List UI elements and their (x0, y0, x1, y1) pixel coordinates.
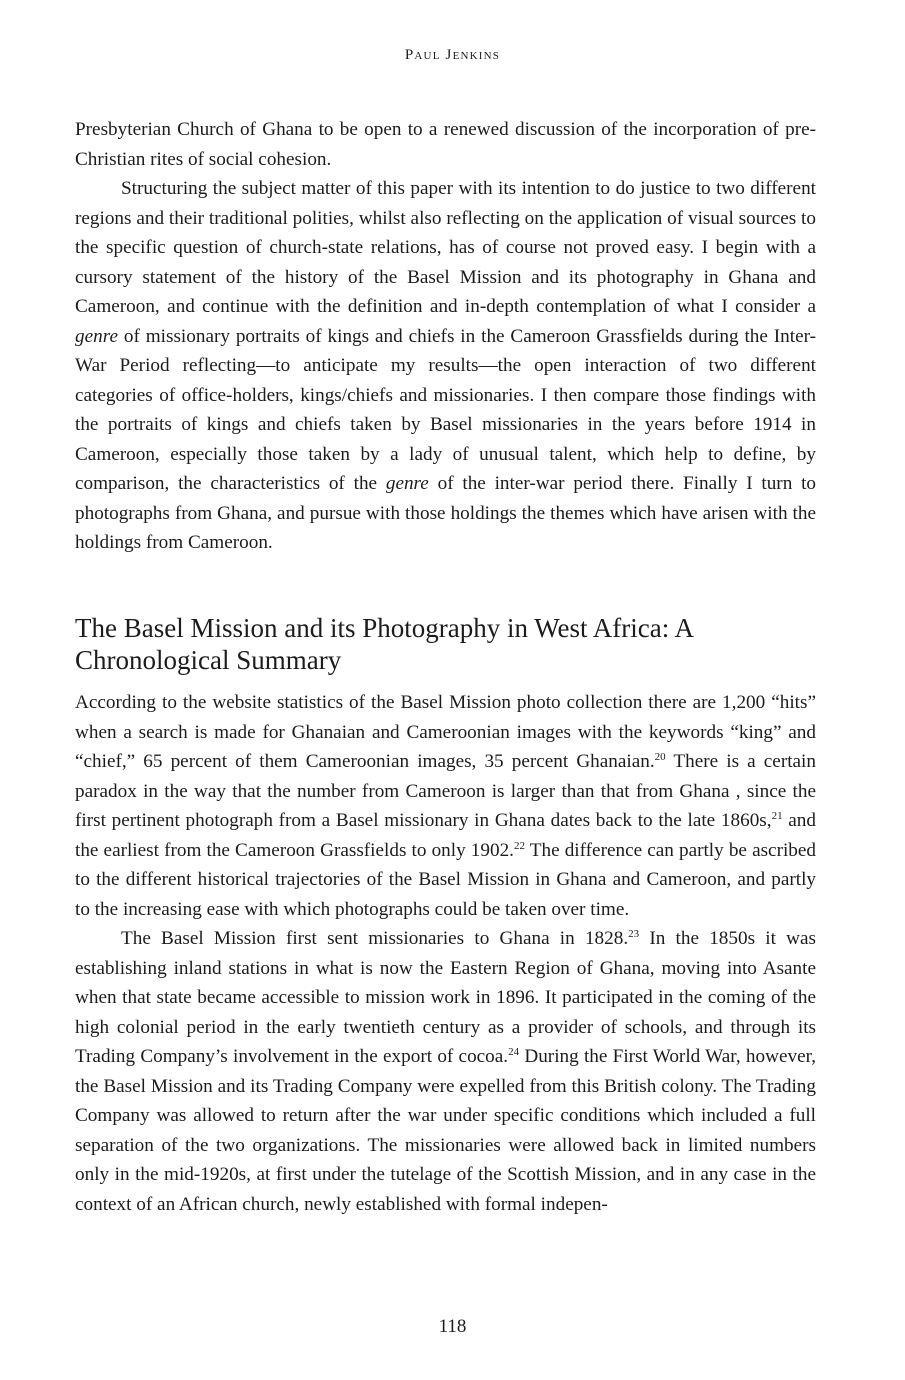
paragraph-text: The Basel Mission first sent missionaries to Ghana in 1828. (121, 928, 629, 949)
paragraph-history (75, 924, 816, 1219)
footnote-ref: 23 (628, 928, 640, 940)
paragraph-text: In the 1850s it was establishing inland stations in what is now the Eastern Region of Ghana, moving into Asante when that state became accessible to mission work in 1896. It participated in the coming of the high colonial period in the early twentieth century as a provider of schools, and through its Trading Company’s involvement in the export of cocoa. (75, 928, 816, 1067)
paragraph-text: There is a certain paradox in the way that the number from Cameroon is larger than that from Ghana , since the first pertinent photograph from a Basel missionary in Ghana dates back to the late 1860s, (75, 751, 816, 831)
page-number: 118 (438, 1316, 467, 1337)
paragraph-continued (75, 115, 816, 174)
paragraph-text: According to the website statistics of the Basel Mission photo collection there are 1,200 “hits” when a search is made for Ghanaian and Cameroonian images with the keywords “king” and “chief,” 65 percent of them Cameroonian images, 35 percent Ghanaian. (75, 692, 816, 772)
paragraph-statistics (75, 688, 816, 924)
body-text-upper (75, 115, 816, 558)
paragraph-text: Presbyterian Church of Ghana to be open to a renewed discussion of the incorporation of pre-Christian rites of social cohesion. (75, 119, 816, 170)
paragraph-text: of the inter-war period there. Finally I turn to photographs from Ghana, and pursue with those holdings the themes which have arisen with the holdings from Cameroon. (75, 473, 816, 553)
footnote-ref: 21 (771, 810, 783, 822)
footnote-ref: 24 (508, 1046, 520, 1058)
footnote-ref: 22 (513, 839, 525, 852)
running-head: Paul Jenkins (404, 47, 501, 63)
paragraph-text: The difference can partly be ascribed to the different historical trajectories of the Basel Mission in Ghana and Cameroon, and partly to the increasing ease with which photographs could be taken over time. (75, 839, 816, 920)
body-text-lower (75, 688, 816, 1219)
section-heading: The Basel Mission and its Photography in West Africa: A Chronological Summary (75, 613, 693, 675)
paragraph-text: of missionary portraits of kings and chiefs in the Cameroon Grassfields during the Inter-War Period reflecting—to anticipate my results—the open interaction of two different categories of office-holders, kings/chiefs and missionaries. I then compare those findings with the portraits of kings and chiefs taken by Basel missionaries in the years before 1914 in Cameroon, especially those taken by a lady of unusual talent, which help to define, by comparison, the characteristics of the (75, 325, 816, 494)
paragraph-text: During the First World War, however, the Basel Mission and its Trading Company were expelled from this British colony. The Trading Company was allowed to return after the war under specific conditions which included a full separation of the two organizations. The missionaries were allowed back in limited numbers only in the mid-1920s, at first under the tutelage of the Scottish Mission, and in any case in the context of an African church, newly established with formal indepen- (75, 1046, 817, 1215)
paragraph-structure (75, 174, 816, 558)
italic-term: genre (75, 325, 118, 347)
paragraph-text: Structuring the subject matter of this paper with its intention to do justice to two different regions and their traditional polities, whilst also reflecting on the application of visual sources to the specific question of church-state relations, has of course not proved easy. I begin with a cursory statement of the history of the Basel Mission and its photography in Ghana and Cameroon, and continue with the definition and in-depth contemplation of what I consider a (75, 178, 816, 317)
paragraph-text: and the earliest from the Cameroon Grassfields to only 1902. (75, 810, 816, 861)
italic-term: genre (385, 473, 429, 494)
footnote-ref: 20 (654, 751, 666, 763)
